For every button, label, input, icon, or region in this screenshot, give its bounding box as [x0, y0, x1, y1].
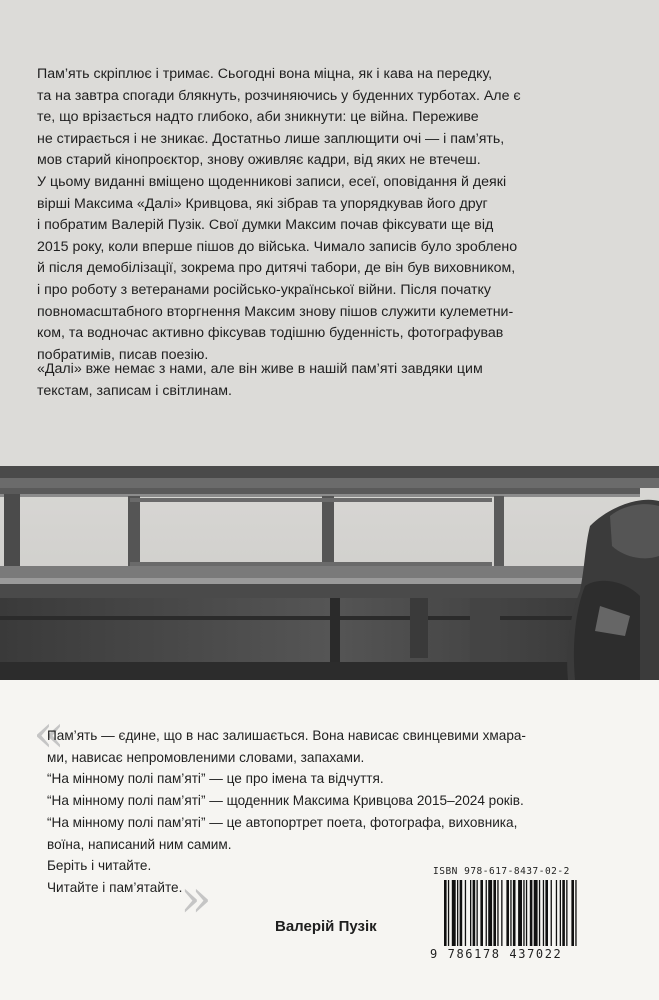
barcode-bar	[470, 880, 471, 946]
text-line: й після демобілізації, зокрема про дитячі табори, де він був виховником,	[37, 260, 516, 277]
barcode-bar	[506, 880, 509, 946]
text-line: вірші Максима «Далі» Кривцова, які зібрав та упорядкував його друг	[37, 195, 488, 212]
barcode-bar	[465, 880, 466, 946]
barcode-bar	[571, 880, 574, 946]
paragraph-3	[37, 359, 617, 402]
text-line: ком, та водночас активно фіксував тодішню буденність, фотографував	[37, 325, 504, 342]
barcode-bar	[457, 880, 458, 946]
barcode-bar	[477, 880, 478, 946]
text-line: У цьому виданні вміщено щоденникові записи, есеї, оповідання й деякі	[37, 174, 507, 190]
barcode-bar	[486, 880, 487, 946]
barcode-bar	[518, 880, 522, 946]
text-line: і про роботу з ветеранами російсько-української війни. Після початку	[37, 281, 491, 298]
text-line: текстам, записам і світлинам.	[37, 382, 232, 399]
text-line: побратимів, писав поезію.	[37, 346, 209, 363]
quote-line: Читайте і пам’ятайте.	[47, 879, 183, 895]
barcode-bar	[566, 880, 567, 946]
quote-line: “На мінному полі пам’яті” — це про імена та відчуття.	[47, 771, 384, 787]
railing-photo	[0, 466, 659, 680]
barcode-bar	[473, 880, 476, 946]
barcode-bar	[551, 880, 552, 946]
paragraph-1	[37, 64, 617, 172]
barcode-bar	[523, 880, 524, 946]
text-line: 2015 року, коли вперше пішов до війська. Чимало записів було зроблено	[37, 238, 518, 255]
barcode-bar	[545, 880, 548, 946]
barcode-bar	[560, 880, 561, 946]
paragraph-2	[37, 172, 617, 366]
author-name: Валерій Пузік	[275, 918, 377, 935]
text-line: та на завтра спогади блякнуть, розчиняючись у буденних турботах. Але є	[37, 87, 521, 104]
quote-line: воїна, написаний ним самим.	[47, 836, 232, 852]
barcode-bar	[530, 880, 533, 946]
barcode-bar	[575, 880, 576, 946]
barcode-bar	[562, 880, 565, 946]
text-line: мов старий кінопроєктор, знову оживляє кадри, від яких не втечеш.	[37, 152, 481, 169]
quote-line: “На мінному полі пам’яті” — щоденник Максима Кривцова 2015–2024 років.	[47, 793, 524, 809]
text-line: не стирається і не зникає. Достатньо лише заплющити очі — і пам’ять,	[37, 130, 505, 147]
isbn-label: ISBN 978-617-8437-02-2	[433, 866, 570, 877]
text-line: те, що врізається надто глибоко, аби зникнути: це війна. Переживе	[37, 109, 479, 126]
barcode-bar	[510, 880, 511, 946]
text-line: «Далі» вже немає з нами, але він живе в нашій пам’яті завдяки цим	[37, 361, 483, 377]
barcode-bar	[448, 880, 449, 946]
barcode-bar	[488, 880, 492, 946]
barcode-bar	[452, 880, 456, 946]
barcode-bar	[539, 880, 540, 946]
barcode-bar	[526, 880, 527, 946]
barcode-bar	[460, 880, 463, 946]
quote-line: ми, нависає непромовленими словами, запахами.	[47, 749, 365, 765]
quote-close-mark: »	[180, 869, 212, 929]
quote-line: “На мінному полі пам’яті” — це автопортрет поета, фотографа, виховника,	[47, 814, 518, 830]
quote-line: Пам’ять — єдине, що в нас залишається. Вона нависає свинцевими хмара-	[47, 728, 526, 743]
barcode-bar	[513, 880, 516, 946]
barcode-bar	[480, 880, 483, 946]
barcode-bar	[497, 880, 498, 946]
barcode-bar	[501, 880, 502, 946]
barcode-digits: 9 786178 437022	[430, 947, 563, 961]
quote-line: Беріть і читайте.	[47, 858, 152, 874]
barcode-bar	[493, 880, 496, 946]
quote-open-mark: «	[33, 704, 65, 764]
text-line: повномасштабного вторгнення Максим знову пішов служити кулеметни-	[37, 303, 514, 320]
text-line: і побратим Валерій Пузік. Свої думки Максим почав фіксувати ще від	[37, 217, 494, 234]
barcode-bar	[534, 880, 538, 946]
barcode-bar	[543, 880, 544, 946]
text-line: Пам’ять скріплює і тримає. Сьогодні вона міцна, як і кава на передку,	[37, 66, 493, 82]
barcode-bar	[444, 880, 447, 946]
barcode-bar	[556, 880, 557, 946]
